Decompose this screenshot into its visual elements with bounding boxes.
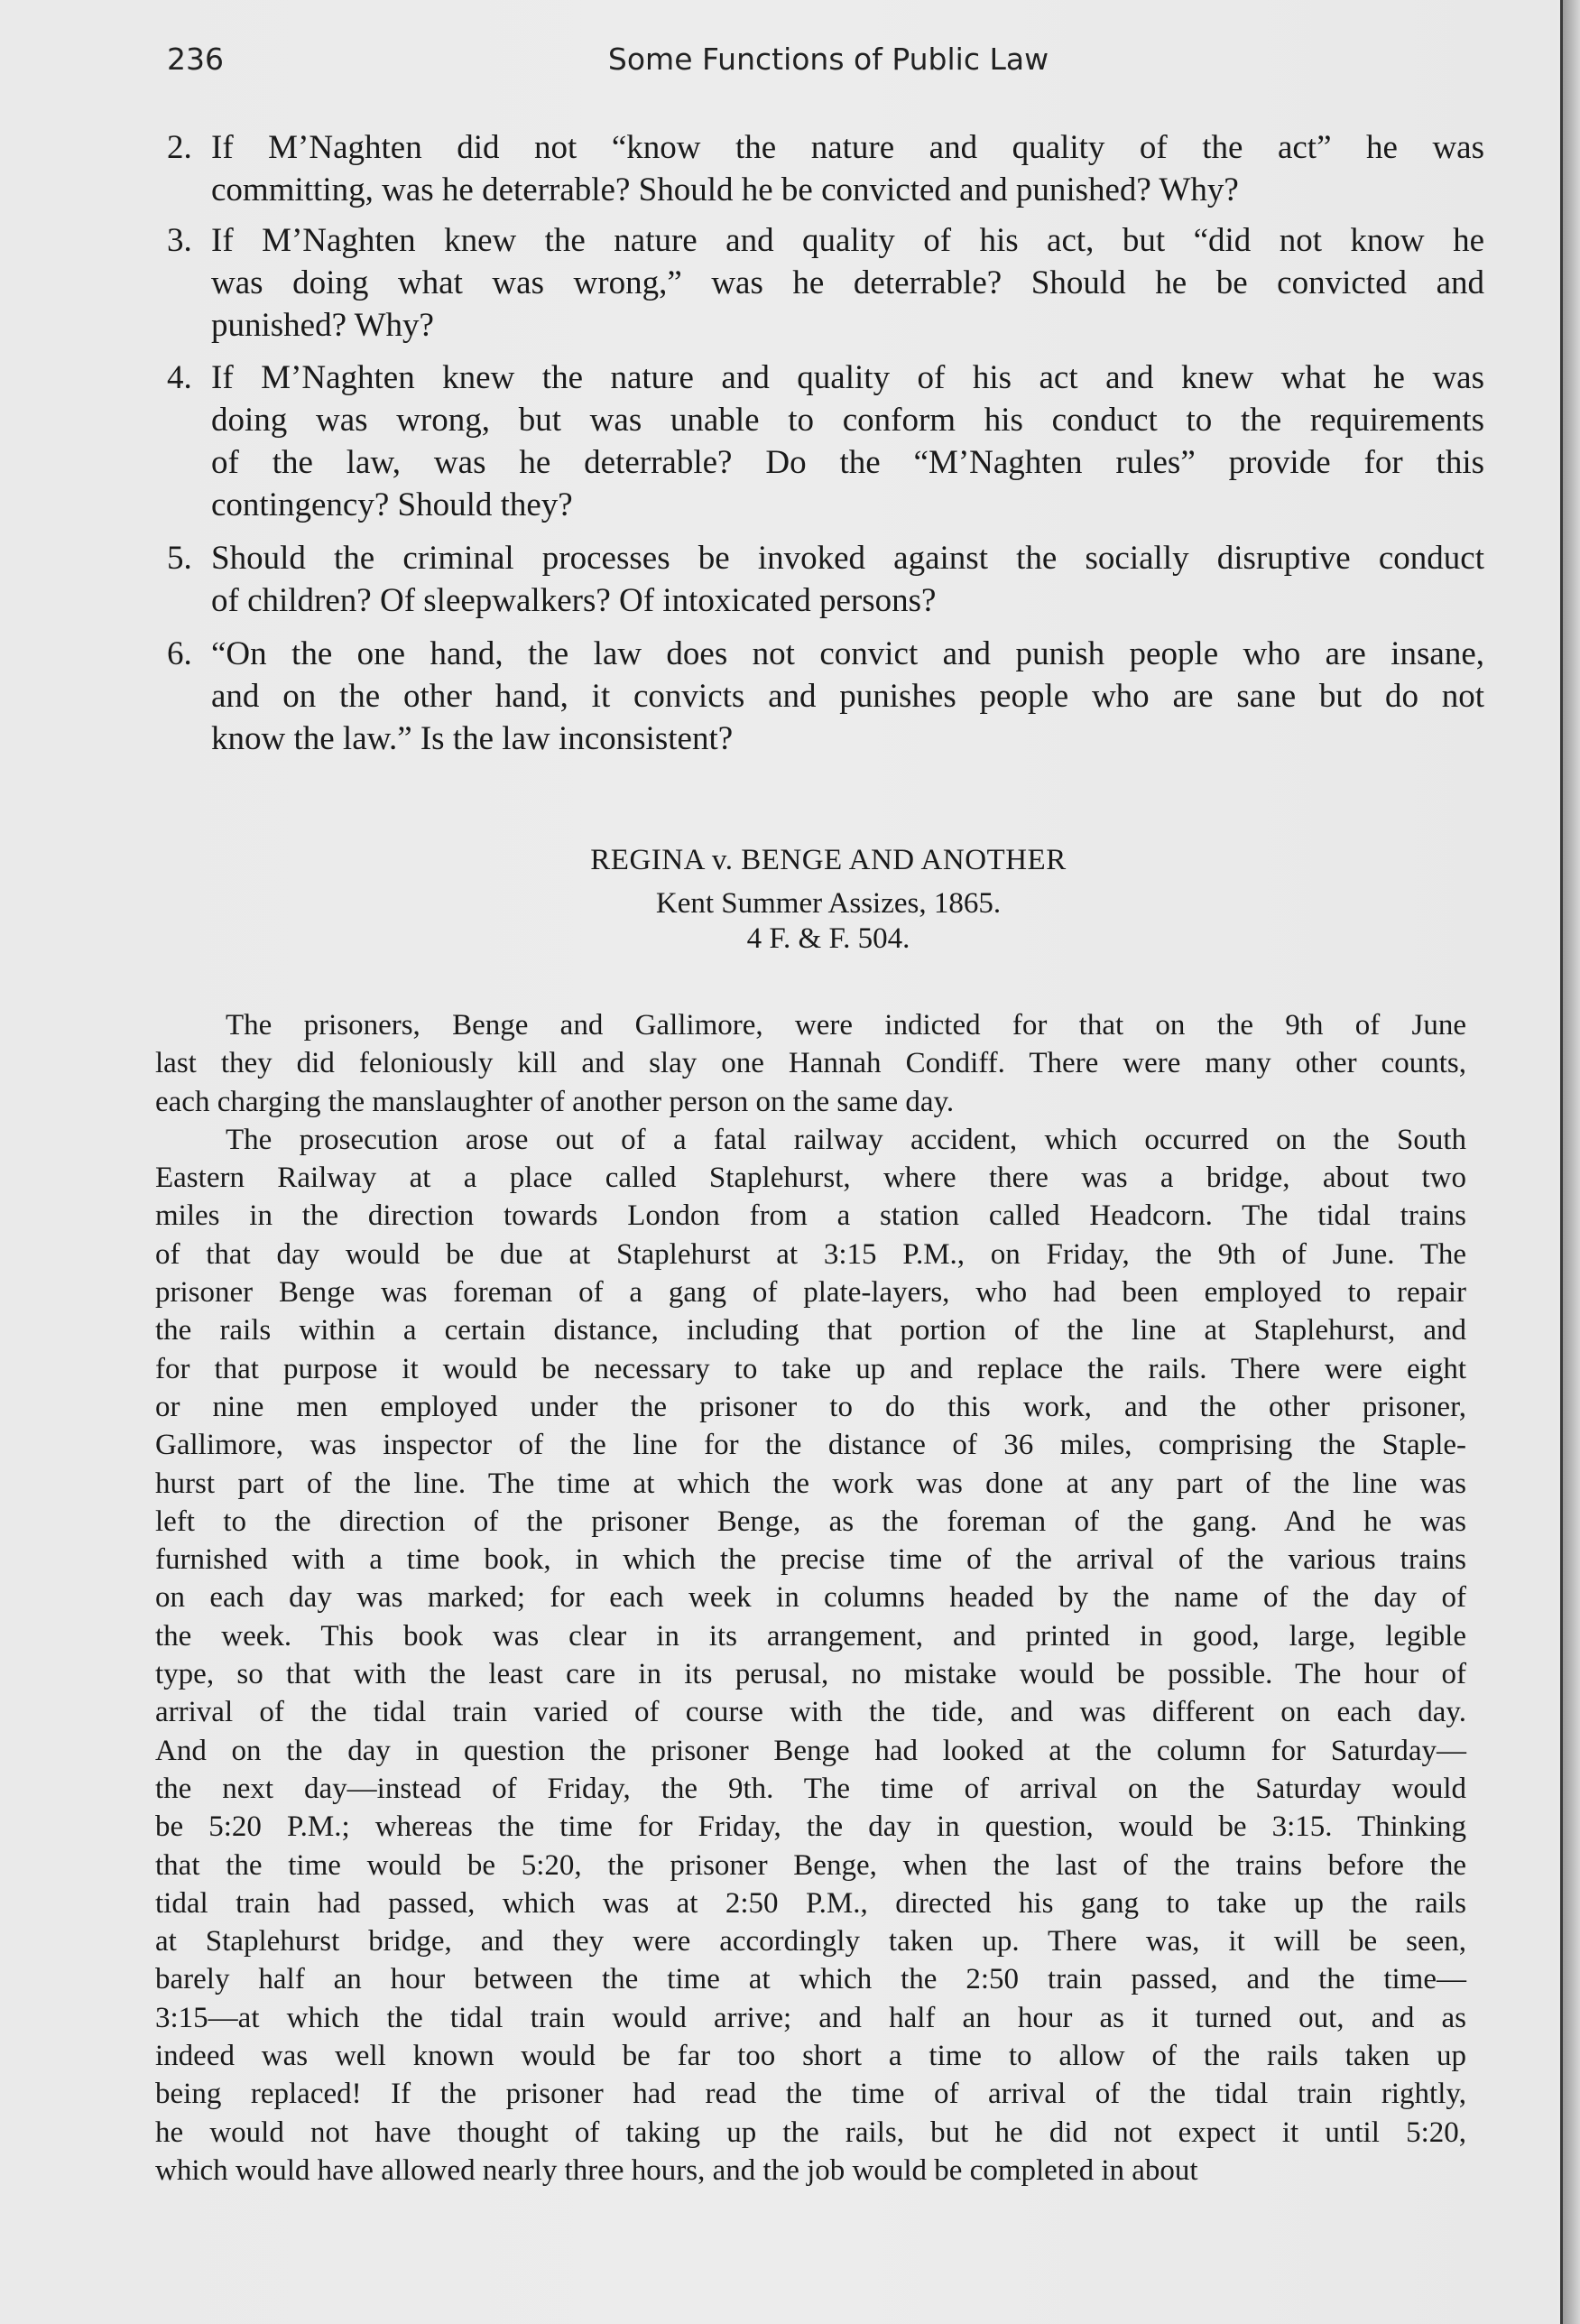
question-line: If M’Naghten knew the nature and quality of his act and knew what he was xyxy=(211,359,1484,396)
question-line: doing was wrong, but was unable to conform his conduct to the requirements xyxy=(211,402,1484,439)
page-binding-shadow xyxy=(1563,0,1580,2324)
question-line: contingency? Should they? xyxy=(211,486,573,523)
question-number: 4. xyxy=(167,359,192,396)
body-line: last they did feloniously kill and slay one Hannah Condiff. There were many other counts, xyxy=(155,1047,1466,1079)
body-line: the week. This book was clear in its arrangement, and printed in good, large, legible xyxy=(155,1620,1466,1653)
body-line: the rails within a certain distance, including that portion of the line at Staplehurst, and xyxy=(155,1314,1466,1347)
question-line: know the law.” Is the law inconsistent? xyxy=(211,720,734,757)
question-line: was doing what was wrong,” was he deterrable? Should he be convicted and xyxy=(211,264,1484,301)
body-line: prisoner Benge was foreman of a gang of plate-layers, who had been employed to repair xyxy=(155,1276,1466,1309)
case-court: Kent Summer Assizes, 1865. xyxy=(655,887,1002,920)
question-line: committing, was he deterrable? Should he be convicted and punished? Why? xyxy=(211,171,1239,208)
body-line: indeed was well known would be far too short a time to allow of the rails taken up xyxy=(155,2040,1466,2072)
question-line: If M’Naghten knew the nature and quality of his act, but “did not know he xyxy=(211,222,1484,259)
body-line: at Staplehurst bridge, and they were accordingly taken up. There was, it will be seen, xyxy=(155,1925,1466,1958)
running-head xyxy=(0,42,1580,81)
body-line: each charging the manslaughter of another person on the same day. xyxy=(155,1086,955,1118)
body-line: for that purpose it would be necessary to take up and replace the rails. There were eight xyxy=(155,1353,1466,1385)
body-line: being replaced! If the prisoner had read the time of arrival of the tidal train rightly, xyxy=(155,2078,1466,2110)
body-line: the next day—instead of Friday, the 9th. The time of arrival on the Saturday would xyxy=(155,1773,1466,1805)
body-line: barely half an hour between the time at which the 2:50 train passed, and the time— xyxy=(155,1963,1466,1995)
question-line: and on the other hand, it convicts and punishes people who are sane but do not xyxy=(211,678,1484,715)
body-line: Eastern Railway at a place called Staplehurst, where there was a bridge, about two xyxy=(155,1162,1466,1194)
body-line: And on the day in question the prisoner Benge had looked at the column for Saturday— xyxy=(155,1735,1466,1767)
body-line: he would not have thought of taking up the rails, but he did not expect it until 5:20, xyxy=(155,2116,1466,2149)
body-line: left to the direction of the prisoner Benge, as the foreman of the gang. And he was xyxy=(155,1505,1466,1538)
question-line: Should the criminal processes be invoked against the socially disruptive conduct xyxy=(211,540,1484,577)
body-line: Gallimore, was inspector of the line for the distance of 36 miles, comprising the Staple- xyxy=(155,1429,1466,1461)
body-line: type, so that with the least care in its perusal, no mistake would be possible. The hour of xyxy=(155,1658,1466,1690)
question-line: If M’Naghten did not “know the nature and quality of the act” he was xyxy=(211,129,1484,166)
body-line: on each day was marked; for each week in columns headed by the name of the day of xyxy=(155,1581,1466,1614)
body-line: The prisoners, Benge and Gallimore, were indicted for that on the 9th of June xyxy=(226,1009,1466,1042)
page-number: 236 xyxy=(167,42,224,77)
question-number: 2. xyxy=(167,129,192,166)
question-number: 5. xyxy=(167,540,192,577)
body-line: arrival of the tidal train varied of course with the tide, and was different on each day. xyxy=(155,1696,1466,1728)
body-line: be 5:20 P.M.; whereas the time for Friday, the day in question, would be 3:15. Thinking xyxy=(155,1810,1466,1843)
body-line: of that day would be due at Staplehurst at 3:15 P.M., on Friday, the 9th of June. The xyxy=(155,1238,1466,1271)
question-line: of the law, was he deterrable? Do the “M’Naghten rules” provide for this xyxy=(211,444,1484,481)
body-line: 3:15—at which the tidal train would arrive; and half an hour as it turned out, and as xyxy=(155,2002,1466,2034)
body-line: The prosecution arose out of a fatal railway accident, which occurred on the South xyxy=(226,1124,1466,1156)
running-title: Some Functions of Public Law xyxy=(607,42,1049,77)
body-line: or nine men employed under the prisoner to do this work, and the other prisoner, xyxy=(155,1391,1466,1423)
case-citation: 4 F. & F. 504. xyxy=(746,922,910,955)
body-line: furnished with a time book, in which the precise time of the arrival of the various trains xyxy=(155,1543,1466,1576)
question-line: punished? Why? xyxy=(211,307,434,344)
body-line: which would have allowed nearly three hours, and the job would be completed in about xyxy=(155,2154,1198,2187)
question-number: 3. xyxy=(167,222,192,259)
case-title: REGINA v. BENGE AND ANOTHER xyxy=(590,844,1067,876)
question-number: 6. xyxy=(167,635,192,672)
question-line: of children? Of sleepwalkers? Of intoxicated persons? xyxy=(211,582,937,619)
body-line: miles in the direction towards London from a station called Headcorn. The tidal trains xyxy=(155,1199,1466,1232)
question-line: “On the one hand, the law does not convict and punish people who are insane, xyxy=(211,635,1484,672)
body-line: that the time would be 5:20, the prisoner Benge, when the last of the trains before the xyxy=(155,1849,1466,1882)
body-line: hurst part of the line. The time at which the work was done at any part of the line was xyxy=(155,1468,1466,1500)
body-line: tidal train had passed, which was at 2:50 P.M., directed his gang to take up the rails xyxy=(155,1887,1466,1920)
